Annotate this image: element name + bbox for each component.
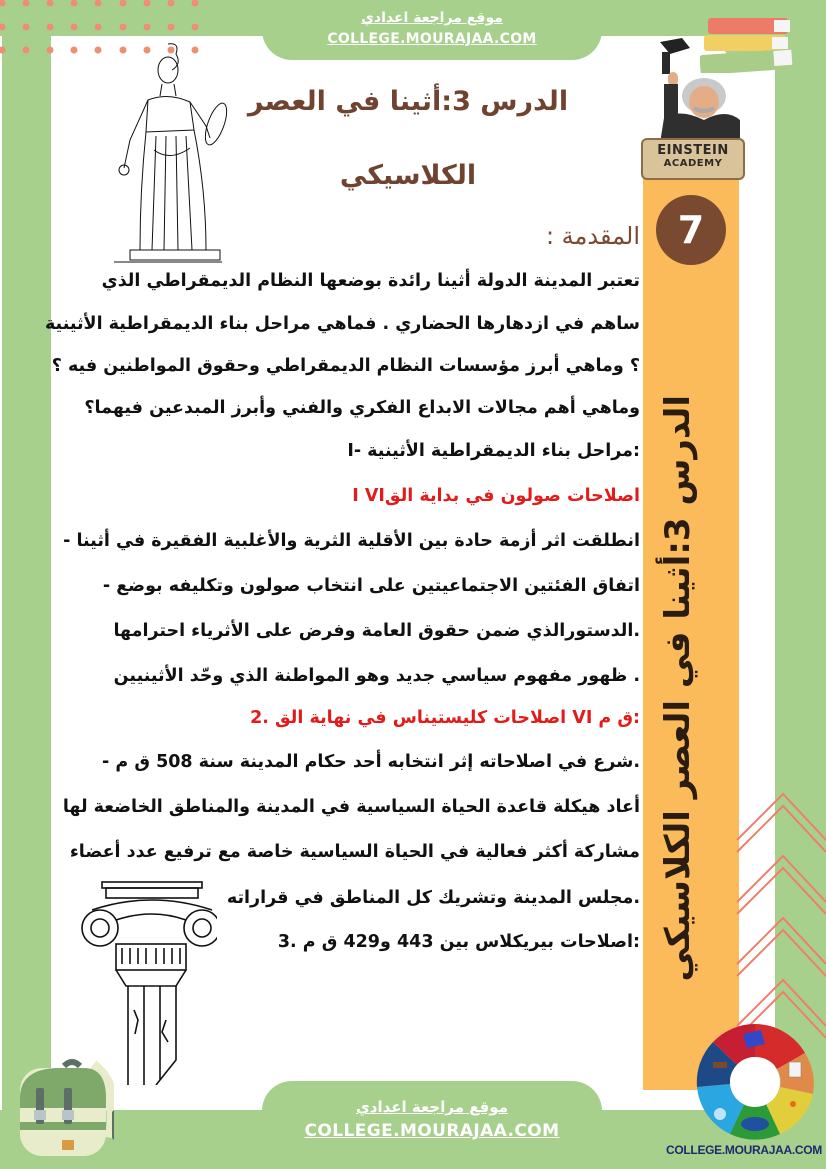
footer-site-name[interactable]: موقع مراجعة اعدادي xyxy=(356,1098,508,1116)
body-line-4: وماهي أهم مجالات الابداع الفكري والفني وأبرز المبدعين فيهما؟ xyxy=(84,398,640,418)
lesson-number-badge: 7 xyxy=(656,195,726,265)
wheel-icon xyxy=(695,1022,815,1142)
einstein-icon xyxy=(640,38,740,143)
footer-tab xyxy=(262,1081,602,1141)
chevron-up-icon xyxy=(733,790,826,1040)
badge-line-2: ACADEMY xyxy=(663,158,723,169)
backpack-illustration xyxy=(14,1058,114,1156)
header-site-name[interactable]: موقع مراجعة اعدادي xyxy=(361,10,503,26)
body-line-7: اتفاق الفئتين الاجتماعيتين على انتخاب صولون وتكليفه بوضع - xyxy=(102,576,640,596)
chevron-decoration xyxy=(733,790,826,1040)
body-line-6: انطلقت اثر أزمة حادة بين الأقلية الثرية والأغلبية الفقيرة في أثينا - xyxy=(63,531,640,551)
header-site-url[interactable]: COLLEGE.MOURAJAA.COM xyxy=(327,31,537,47)
lesson-title-line-2: الكلاسيكي xyxy=(339,160,477,191)
backpack-icon xyxy=(14,1058,114,1156)
vertical-lesson-title: الدرس 3:أثينا في العصر الكلاسيكي xyxy=(658,395,698,982)
ionic-column-illustration xyxy=(72,880,217,1085)
body-line-9: . ظهور مفهوم سياسي جديد وهو المواطنة الذي وحّد الأثينيين xyxy=(113,666,640,686)
subsection-solon-heading: اصلاحات صولون في بداية القI VI xyxy=(352,486,640,506)
body-line-8: .الدستورالذي ضمن حقوق العامة وفرض على الأثرياء احترامها xyxy=(113,621,640,641)
einstein-academy-badge xyxy=(641,138,745,180)
badge-line-1: EINSTEIN xyxy=(657,143,729,158)
einstein-mascot xyxy=(640,38,740,143)
brand-url[interactable]: COLLEGE.MOURAJAA.COM xyxy=(665,1143,822,1157)
school-subjects-wheel xyxy=(695,1022,815,1142)
frame-left-stripe xyxy=(2,0,51,1169)
footer-site-url[interactable]: COLLEGE.MOURAJAA.COM xyxy=(304,1121,560,1141)
body-line-11: .شرع في اصلاحاته إثر انتخابه أحد حكام المدينة سنة 508 ق م - xyxy=(102,752,640,772)
body-line-2: ساهم في ازدهارها الحضاري . فماهي مراحل بناء الديمقراطية الأثينية xyxy=(44,314,640,334)
lesson-title-line-1: الدرس 3:أثينا في العصر xyxy=(247,86,569,117)
intro-heading: المقدمة : xyxy=(545,222,640,250)
athena-statue-illustration xyxy=(110,40,230,265)
body-line-12: أعاد هيكلة قاعدة الحياة السياسية في المدينة والمناطق الخاضعة لها xyxy=(62,797,640,817)
body-line-1: تعتبر المدينة الدولة أثينا رائدة بوضعها النظام الديمقراطي الذي xyxy=(101,271,640,291)
column-icon xyxy=(72,880,217,1085)
subsection-cleisthenes-heading: :ق م VI اصلاحات كليستيناس في نهاية الق .2 xyxy=(250,708,640,728)
body-line-3: ؟ وماهي أبرز مؤسسات النظام الديمقراطي وحقوق المواطنين فيه ؟ xyxy=(51,356,640,376)
statue-icon xyxy=(110,40,230,265)
section-1-heading: :مراحل بناء الديمقراطية الأثينية -I xyxy=(347,441,640,461)
body-line-14: .مجلس المدينة وتشريك كل المناطق في قراراته xyxy=(226,888,640,908)
body-line-13: مشاركة أكثر فعالية في الحياة السياسية خاصة مع ترفيع عدد أعضاء xyxy=(69,842,640,862)
subsection-pericles-heading: :اصلاحات بيريكلاس بين 443 و429 ق م .3 xyxy=(277,932,640,952)
header-tab xyxy=(262,0,602,60)
